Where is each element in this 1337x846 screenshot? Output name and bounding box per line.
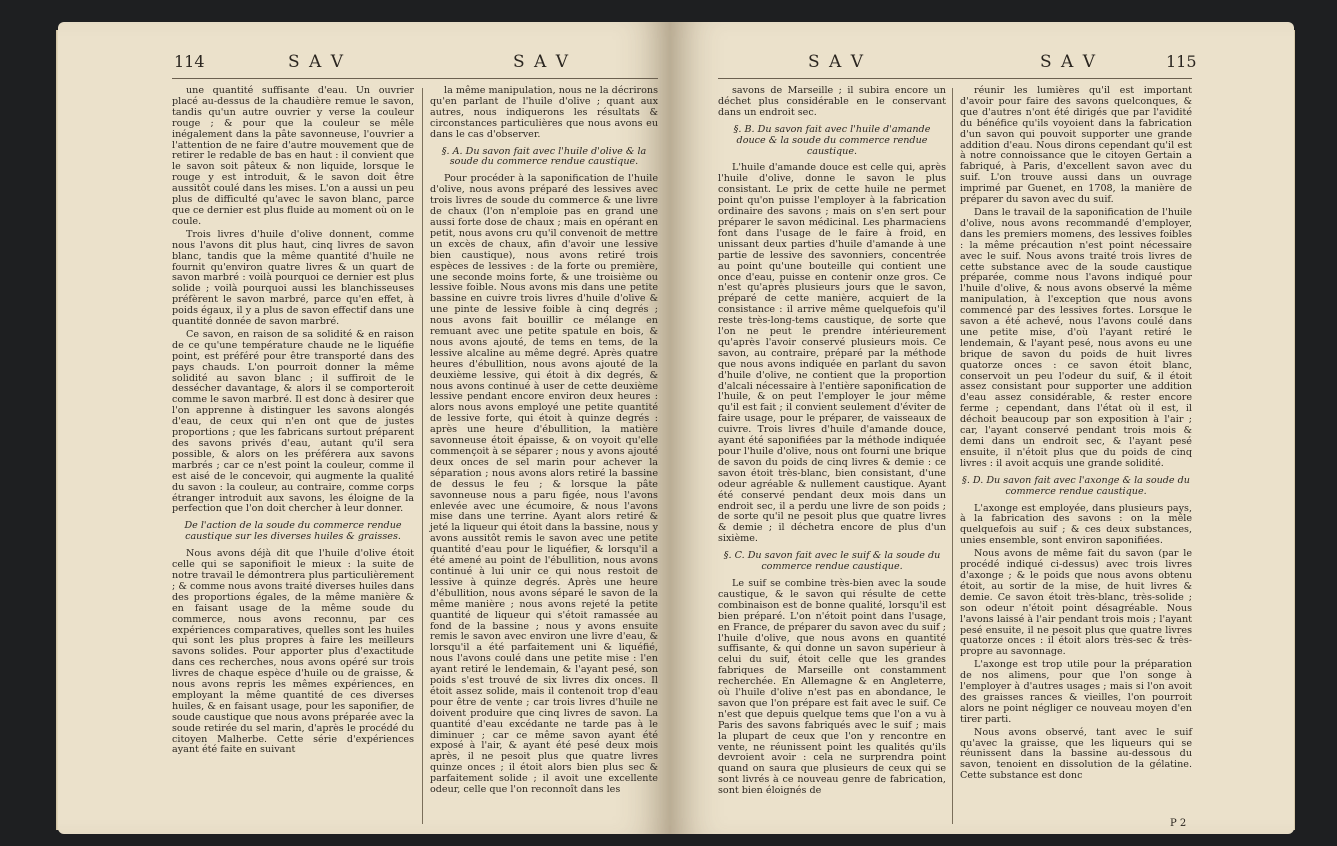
running-head-left-2: S A V (513, 52, 571, 72)
paragraph: Nous avons déjà dit que l'huile d'olive étoit celle qui se saponifioit le mieux : la suite de notre travail le démontrera plus particulièrement ; & comme nous avons traité diverses huiles dans des proportions égales, de la même manière & en faisant usage de la même soude du commerce, nous avons reconnu, par ces expériences comparatives, quelles sont les huiles qui sont les plus propres à faire les meilleurs savons solides. Pour apporter plus d'exactitude dans ces recherches, nous avons opéré sur trois livres de chaque espèce d'huile ou de graisse, & nous avons repris les mêmes expériences, en employant la même quantité de ces diverses huiles, & en faisant usage, pour les saponifier, de soude caustique que nous avons préparée avec la soude retirée du sel marin, d'après le procédé du citoyen Malherbe. Cette série d'expériences ayant été faite en suivant (172, 548, 414, 756)
paragraph: Nous avons de même fait du savon (par le procédé indiqué ci-dessus) avec trois livres d'axonge ; & le poids que nous avons obtenu étoit, au sortir de la mise, de huit livres & demie. Ce savon étoit très-blanc, très-solide ; son odeur n'étoit point désagréable. Nous l'avons laissé à l'air pendant trois mois ; l'ayant pesé ensuite, il ne pesoit plus que quatre livres quatorze onces : il étoit alors très-sec & très-propre au savonnage. (960, 548, 1192, 658)
running-head-right-2: S A V (1040, 52, 1098, 72)
right-column-1 (718, 86, 946, 799)
left-column-1 (172, 86, 414, 758)
page-number-left: 114 (174, 52, 205, 71)
section-heading: §. D. Du savon fait avec l'axonge & la soude du commerce rendue caustique. (962, 474, 1190, 497)
paragraph: Trois livres d'huile d'olive donnent, comme nous l'avons dit plus haut, cinq livres de savon blanc, tandis que la même quantité d'huile ne fournit qu'environ quatre livres & un quart de savon marbré : voilà pourquoi ce dernier est plus solide ; voilà pourquoi aussi les blanchisseuses préfèrent le savon marbré, parce qu'en effet, à poids égaux, il y a plus de savon effectif dans une quantité donnée de savon marbré. (172, 228, 414, 328)
paragraph: une quantité suffisante d'eau. Un ouvrier placé au-dessus de la chaudière remue le savon, tandis qu'un autre ouvrier y verse la couleur rouge ; & pour que la couleur se mêle inégalement dans la pâte savonneuse, l'ouvrier a l'attention de ne faire d'autre mouvement que de retirer le redable de bas en haut : il convient que le savon soit pâteux & non liquide, lorsque le rouge y est introduit, & le savon doit être aussitôt coulé dans les mises. L'on a aussi un peu plus de difficulté qu'avec le savon blanc, parce que ce dernier est plus fluide au moment où on le coule. (172, 85, 414, 227)
book-spread (58, 22, 1294, 842)
paragraph: L'axonge est employée, dans plusieurs pays, à la fabrication des savons : on la mêle quelquefois au suif ; & ces deux substances, unies ensemble, sont environ saponifiées. (960, 502, 1192, 547)
paragraph: la même manipulation, nous ne la décrirons qu'en parlant de l'huile d'olive ; quant aux autres, nous indiquerons les résultats & circonstances particulières que nous avons eu dans le cas d'observer. (430, 85, 658, 140)
right-column-2 (960, 86, 1192, 784)
running-head-right-1: S A V (808, 52, 866, 72)
signature-mark: P 2 (1170, 818, 1187, 829)
paragraph: Dans le travail de la saponification de l'huile d'olive, nous avons recommandé d'employer, dans les premiers momens, des lessives foibles : la même précaution n'est point nécessaire avec le suif. Nous avons traité trois livres de cette substance avec de la soude caustique préparée, comme nous l'avons indiqué pour l'huile d'olive, & nous avons observé la même manipulation, à l'exception que nous avons commencé par des lessives fortes. Lorsque le savon a été achevé, nous l'avons coulé dans une petite mise, d'où l'ayant retiré le lendemain, & l'ayant pesé, nous avons eu une brique de savon du poids de huit livres quatorze onces : ce savon étoit blanc, conservoit un peu l'odeur du suif, & il étoit assez consistant pour supporter une addition d'eau assez considérable, & rester encore ferme ; cependant, dans l'état où il est, il déchoit beaucoup par son exposition à l'air ; car, l'ayant conservé pendant trois mois & demi dans un endroit sec, & l'ayant pesé ensuite, il n'étoit plus que du poids de cinq livres : il avoit acquis une grande solidité. (960, 206, 1192, 469)
paragraph: Le suif se combine très-bien avec la soude caustique, & le savon qui résulte de cette combinaison est de bonne qualité, lorsqu'il est bien préparé. L'on n'étoit point dans l'usage, en France, de préparer du savon avec du suif ; l'huile d'olive, que nous avons en quantité suffisante, & qui donne un savon supérieur à celui du suif, étoit celle que les grandes fabriques de Marseille ont constamment recherchée. En Allemagne & en Angleterre, où l'huile d'olive n'est pas en abondance, le savon que l'on prépare est fait avec le suif. Ce n'est que depuis quelque tems que l'on a vu à Paris des savons fabriqués avec le suif ; mais la plupart de ceux que l'on y rencontre en vente, ne réunissent point les qualités qu'ils devroient avoir : cela ne surprendra point quand on saura que plusieurs de ceux qui se sont livrés à ce nouveau genre de fabrication, sont bien éloignés de (718, 577, 946, 797)
page-number-right: 115 (1166, 52, 1197, 71)
left-column-2 (430, 86, 658, 798)
section-heading: §. B. Du savon fait avec l'huile d'amande douce & la soude du commerce rendue caustique. (733, 123, 931, 157)
paragraph: Nous avons observé, tant avec le suif qu'avec la graisse, que les liqueurs qui se réunissent dans la bassine au-dessous du savon, tenoient en dissolution de la gélatine. Cette substance est donc (960, 726, 1192, 782)
paragraph: L'huile d'amande douce est celle qui, après l'huile d'olive, donne le savon le plus consistant. Le prix de cette huile ne permet point qu'on puisse l'employer à la fabrication ordinaire des savons ; mais on s'en sert pour préparer le savon médicinal. Les pharmaciens font dans l'usage de le faire à froid, en unissant deux parties d'huile d'amande à une partie de lessive des savonniers, concentrée au point qu'une bouteille qui contient une once d'eau, puisse en contenir onze gros. Ce n'est qu'après plusieurs jours que le savon, préparé de cette manière, acquiert de la consistance : il arrive même quelquefois qu'il reste très-long-tems caustique, de sorte que l'on ne peut le prendre intérieurement qu'après l'avoir conservé plusieurs mois. Ce savon, au contraire, préparé par la méthode que nous avons indiquée en parlant du savon d'huile d'olive, ne contient que la proportion d'alcali nécessaire à l'entière saponification de l'huile, & on peut l'employer le jour même qu'il est fait ; il convient seulement d'éviter de faire usage, pour le préparer, de vaisseaux de cuivre. Trois livres d'huile d'amande douce, ayant été saponifiées par la méthode indiquée pour l'huile d'olive, nous ont fourni une brique de savon du poids de cinq livres & demie : ce savon étoit très-blanc, bien consistant, d'une odeur agréable & nullement caustique. Ayant été conservé pendant deux mois dans un endroit sec, il a perdu une livre de son poids ; de sorte qu'il ne pesoit plus que quatre livres & demie ; il déchetra encore de plus d'un sixième. (718, 162, 946, 545)
paragraph: savons de Marseille ; il subira encore un déchet plus considérable en le conservant dans un endroit sec. (718, 85, 946, 118)
left-page (58, 22, 670, 834)
section-heading: De l'action de la soude du commerce rendue caustique sur les diverses huiles & graisses. (184, 520, 402, 543)
paragraph: L'axonge est trop utile pour la préparation de nos alimens, pour que l'on songe à l'employer à d'autres usages ; mais si l'on avoit des graisses rances & vieilles, l'on pourroit alors ne point négliger ce nouveau moyen d'en tirer parti. (960, 659, 1192, 725)
column-rule-right (952, 88, 953, 824)
section-heading: §. C. Du savon fait avec le suif & la soude du commerce rendue caustique. (723, 550, 941, 573)
column-rule-left (422, 88, 423, 824)
header-rule-left (172, 78, 658, 79)
paragraph: réunir les lumières qu'il est important d'avoir pour faire des savons quelconques, & que d'autres n'ont été dirigés que par l'avidité du bénéfice qu'ils voyoient dans la fabrication d'un savon qui pouvoit supporter une grande addition d'eau. Nous dirons cependant qu'il est à notre connoissance que le citoyen Gertain a fabriqué, à Paris, d'excellent savon avec du suif. L'on trouve aussi dans un ouvrage imprimé par Guenet, en 1708, la manière de préparer du savon avec du suif. (960, 85, 1192, 206)
section-heading: §. A. Du savon fait avec l'huile d'olive & la soude du commerce rendue caustique. (441, 145, 647, 168)
running-head-left-1: S A V (288, 52, 346, 72)
right-page (670, 22, 1294, 834)
header-rule-right (718, 78, 1192, 79)
paragraph: Ce savon, en raison de sa solidité & en raison de ce qu'une température chaude ne le liquéfie point, est préféré pour être transporté dans des pays chauds. L'on pourroit donner la même solidité au savon blanc ; il suffiroit de le dessécher davantage, & alors il se comporteroit comme le savon marbré. Il est donc à desirer que l'on apprenne à distinguer les savons alongés d'eau, de ceux qui n'en ont que de justes proportions ; que les fabricans surtout préparent des savons privés d'eau, autant qu'il sera possible, & alors on les préférera aux savons marbrés ; car ce n'est point la couleur, comme il est aisé de le concevoir, qui augmente la qualité du savon : la couleur, au contraire, comme corps étranger introduit aux savons, les éloigne de la perfection que l'on doit chercher à leur donner. (172, 328, 414, 515)
paragraph: Pour procéder à la saponification de l'huile d'olive, nous avons préparé des lessives avec trois livres de soude du commerce & une livre de chaux (l'on n'emploie pas en grand une aussi forte dose de chaux ; mais en opérant en petit, nous avons cru qu'il convenoit de mettre un excès de chaux, afin d'avoir une lessive bien caustique), nous avons retiré trois espèces de lessives : de la forte ou première, une seconde moins forte, & une troisième ou lessive foible. Nous avons mis dans une petite bassine en cuivre trois livres d'huile d'olive & une pinte de lessive foible à cinq degrés ; nous avons fait bouillir ce mélange en remuant avec une petite spatule en bois, & nous avons ajouté, de tems en tems, de la lessive alcaline au même degré. Après quatre heures d'ébullition, nous avons ajouté de la deuxième lessive, qui étoit à dix degrés, & nous avons continué à user de cette deuxième lessive pendant encore environ deux heures : alors nous avons employé une petite quantité de lessive forte, qui étoit à quinze degrés : après une heure d'ébullition, la matière savonneuse étoit épaisse, & on voyoit qu'elle commençoit à se séparer ; nous y avons ajouté deux onces de sel marin pour achever la séparation ; nous avons alors retiré la bassine de dessus le feu ; & lorsque la pâte savonneuse nous a paru figée, nous l'avons enlevée avec une écumoire, & nous l'avons mise dans une terrine. Ayant alors retiré & jeté la liqueur qui étoit dans la bassine, nous y avons aussitôt remis le savon avec une petite quantité d'eau pour le liquéfier, & lorsqu'il a été amené au point de l'ébullition, nous avons continué à lui unir ce qui nous restoit de lessive à quinze degrés. Après une heure d'ébullition, nous avons séparé le savon de la même manière ; nous avons rejeté la petite quantité de liqueur qui s'étoit ramassée au fond de la bassine ; nous y avons ensuite remis le savon avec environ une livre d'eau, & lorsqu'il a été parfaitement uni & liquéfié, nous l'avons coulé dans une petite mise : l'en ayant retiré le lendemain, & l'ayant pesé, son poids s'est trouvé de six livres dix onces. Il étoit assez solide, mais il contenoit trop d'eau pour être de vente ; car trois livres d'huile ne doivent produire que cinq livres de savon. La quantité d'eau excédante ne tarde pas à le diminuer ; car ce même savon ayant été exposé à l'air, & ayant été pesé deux mois après, il ne pesoit plus que quatre livres quinze onces ; il étoit alors bien plus sec & parfaitement solide ; il avoit une excellente odeur, celle que l'on reconnoît dans les (430, 173, 658, 796)
